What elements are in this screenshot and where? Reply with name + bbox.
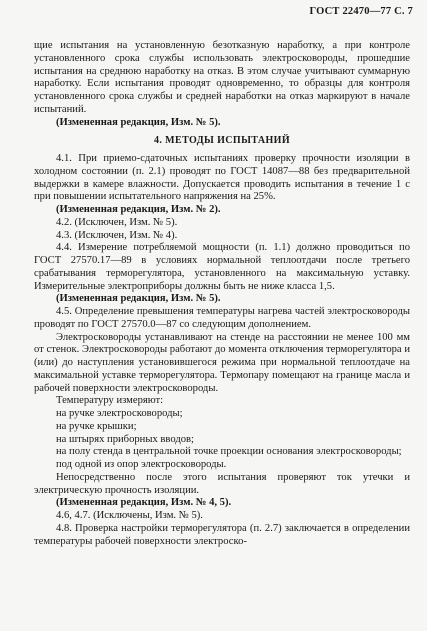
clause-4-5-text: Электросковороды устанавливают на стенде на расстоянии не менее 100 мм от стенок. Электросковороды работают до момента отключения терморегулятора и (или) до наступления установившегося режима при нормальной теплоотдаче на максимальной уставке терморегулятора. Термопару помещают на границе масла и рабочей поверхности электросковороды.	[34, 331, 410, 394]
page-body	[34, 40, 410, 548]
measure-item: на штырях приборных вводов;	[56, 433, 194, 445]
measure-intro: Температуру измеряют:	[56, 395, 164, 407]
amendment-note: (Измененная редакция, Изм. № 2).	[56, 204, 221, 215]
clause-4-6-4-7: 4.6, 4.7. (Исключены, Изм. № 5).	[56, 510, 203, 521]
paragraph-after-test: Непосредственно после этого испытания проверяют ток утечки и электрическую прочность изоляции.	[34, 471, 410, 496]
paragraph-continuation: щие испытания на установленную безотказную наработку, а при контроле установленного срока службы использовать электросковороды, прошедшие испытания на среднюю наработку на отказ. В этом случае учитывают суммарную наработку. Если испытания проводят одновременно, то образцы для контроля установленного срока службы и средней наработки на отказ маркируют в начале испытаний.	[34, 40, 410, 115]
measure-item: на ручке крышки;	[56, 420, 137, 432]
amendment-note: (Измененная редакция, Изм. № 4, 5).	[56, 497, 232, 509]
measure-item: на ручке электросковороды;	[56, 408, 183, 419]
clause-4-2: 4.2. (Исключен, Изм. № 5).	[56, 216, 178, 228]
amendment-note: (Измененная редакция, Изм. № 5).	[56, 293, 221, 305]
measure-item: под одной из опор электросковороды.	[56, 459, 227, 470]
clause-4-8: 4.8. Проверка настройки терморегулятора (п. 2.7) заключается в определении температуры рабочей поверхности электроско-	[34, 522, 410, 547]
clause-4-5: 4.5. Определение превышения температуры нагрева частей электросковороды проводят по ГОСТ 27570.0—87 со следующим дополнением.	[34, 306, 410, 330]
measure-item: на полу стенда в центральной точке проекции основания электросковороды;	[56, 446, 402, 458]
clause-4-4: 4.4. Измерение потребляемой мощности (п. 1.1) должно проводиться по ГОСТ 27570.17—89 в условиях нормальной теплоотдачи после третьего срабатывания терморегулятора, установленного на максимальную уставку. Измерительные электроприборы должны быть не ниже класса 1,5.	[34, 242, 410, 292]
clause-4-3: 4.3. (Исключен, Изм. № 4).	[56, 229, 178, 241]
section-heading: 4. МЕТОДЫ ИСПЫТАНИЙ	[153, 135, 291, 147]
amendment-note: (Измененная редакция, Изм. № 5).	[56, 116, 221, 128]
clause-4-1: 4.1. При приемо-сдаточных испытаниях проверку прочности изоляции в холодном состоянии (п. 2.1) проводят по ГОСТ 14087—88 без предварительной выдержки в камере влажности. Допускается проводить испытания в течение 1 с при повышении испытательного напряжения на 25%.	[34, 153, 410, 203]
running-head: ГОСТ 22470—77 С. 7	[309, 6, 413, 17]
